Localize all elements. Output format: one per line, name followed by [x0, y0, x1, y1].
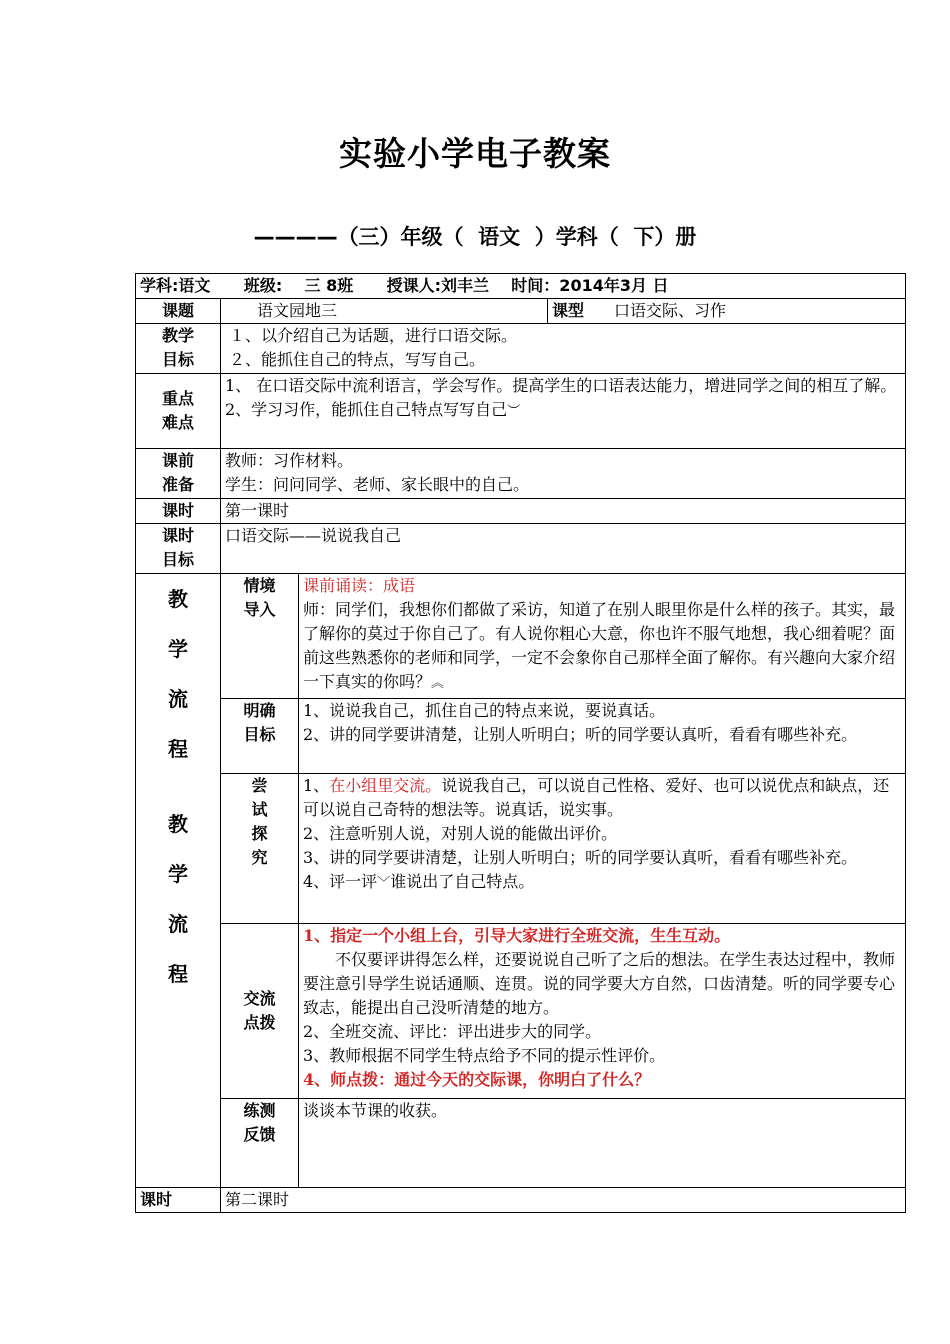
section-goals-content: 1、说说我自己，抓住自己的特点来说，要说真话。 2、讲的同学要讲清楚，让别人听明白；听的同学要认真听，看看有哪些补充。 — [299, 699, 906, 774]
section-feedback-content: 谈谈本节课的收获。 — [299, 1099, 906, 1188]
header-row: 学科:语文 班级: 三 8班 授课人:刘丰兰 时间：2014年3月 日 — [136, 274, 906, 299]
lesson-type-value: 口语交际、习作 — [614, 301, 727, 320]
topic-label: 课题 — [136, 299, 221, 324]
period-value: 第一课时 — [221, 499, 906, 524]
period-label: 课时 — [136, 499, 221, 524]
section-exchange-content: 1、指定一个小组上台，引导大家进行全班交流，生生互动。 不仅要评讲得怎么样，还要说说自己听了之后的想法。在学生表达过程中，教师要注意引导学生说话通顺、连贯。说的同学要大方自然，口齿清楚。听的同学要专心致志，能提出自己没听清楚的地方。 2、全班交流、评比：评出进步大的同学。 3、教师根据不同学生特点给予不同的提示性评价。 4、师点拨：通过今天的交际课，你明白了什么？ — [299, 924, 906, 1099]
section-intro-content: 课前诵读：成语 师：同学们，我想你们都做了采访，知道了在别人眼里你是什么样的孩子。其实，最了解你的莫过于你自己了。有人说你粗心大意，你也许不服气地想，我心细着呢？面前这些熟悉你的老师和同学，一定不会象你自己那样全面了解你。有兴趣向大家介绍一下真实的你吗？︽ — [299, 574, 906, 699]
period-objective-value: 口语交际——说说我自己 — [221, 524, 906, 574]
teaching-flow-label: 教 学 流 程 教 学 流 程 — [136, 574, 221, 1188]
section-exchange-label: 交流 点拨 — [221, 924, 299, 1099]
section-explore-label: 尝 试 探 究 — [221, 774, 299, 924]
key-points-label: 重点 难点 — [136, 374, 221, 449]
second-period-value: 第二课时 — [221, 1188, 906, 1213]
period-objective-label: 课时 目标 — [136, 524, 221, 574]
section-explore-content: 1、在小组里交流。说说我自己，可以说自己性格、爱好、也可以说优点和缺点，还可以说自己奇特的想法等。说真话，说实事。 2、注意听别人说，对别人说的能做出评价。 3、讲的同学要讲清楚，让别人听明白；听的同学要认真听，看看有哪些补充。 4、评一评﹀谁说出了自己特点。 — [299, 774, 906, 924]
second-period-label: 课时 — [136, 1188, 221, 1213]
lesson-type-cell — [548, 299, 906, 324]
section-goals-label: 明确 目标 — [221, 699, 299, 774]
page-subtitle: ————（三）年级（ 语文 ）学科（ 下）册 — [253, 225, 697, 249]
section-intro-label: 情境 导入 — [221, 574, 299, 699]
objectives-content: １、以介绍自己为话题，进行口语交际。 ２、能抓住自己的特点，写写自己。 — [221, 324, 906, 374]
preparation-label: 课前 准备 — [136, 449, 221, 499]
preparation-content: 教师：习作材料。 学生：问问同学、老师、家长眼中的自己。 — [221, 449, 906, 499]
lesson-plan-table — [135, 273, 906, 1213]
objectives-label: 教学 目标 — [136, 324, 221, 374]
section-feedback-label: 练测 反馈 — [221, 1099, 299, 1188]
page-title: 实验小学电子教案 — [339, 134, 611, 173]
key-points-content: 1、 在口语交际中流利语言，学会写作。提高学生的口语表达能力，增进同学之间的相互了解。 2、学习习作，能抓住自己特点写写自己︶ — [221, 374, 906, 449]
topic-value: 语文园地三 — [221, 299, 548, 324]
lesson-type-label: 课型 — [552, 301, 585, 320]
